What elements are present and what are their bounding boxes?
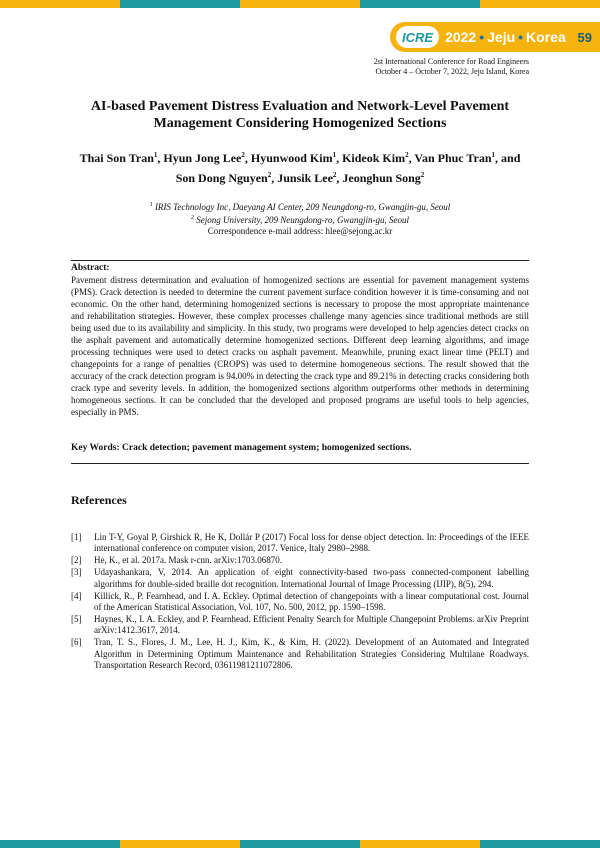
abstract-heading: Abstract:	[71, 263, 110, 273]
author-list: Thai Son Tran$^1$, Hyun Jong Lee$^2$, Hyunwood Kim$^1$, Kideok Kim$^2$, Van Phuc Tran$^1$, and Son Dong Nguyen$^2$, Junsik Lee$^2$, Jeonghun Song$^2$	[79, 151, 521, 185]
top-color-bar	[0, 0, 600, 8]
keywords: Key Words: Crack detection; pavement management system; homogenized sections.	[71, 443, 412, 453]
reference-item: [3] Udayashankara, V, 2014. An application of eight connectivity-based two-pass connected-component labelling algorithms for double-sided braille dot recognition. International Journal of Image Processing (IJIP), 8(5), 294.	[71, 567, 529, 589]
icre-logo: ICRE	[396, 26, 439, 48]
conference-dates: October 4 – October 7, 2022, Jeju Island, Korea	[375, 67, 529, 76]
divider	[71, 260, 529, 261]
paper-title: AI-based Pavement Distress Evaluation and Network-Level Pavement Management Considering Homogenized Sections	[90, 99, 510, 131]
divider	[71, 463, 529, 464]
conference-label: 2022 • Jeju • Korea	[445, 29, 566, 45]
conference-info	[374, 57, 529, 77]
conference-name: 2st International Conference for Road Engineers	[373, 57, 529, 66]
abstract-text: Pavement distress determination and evaluation of homogenized sections are essential for pavement management systems (PMS). Crack detection is needed to determine the current pavement surface condition however it is time-consuming and not economic. On the other hand, determining homogenized sections is necessary to propose the most appropriate maintenance and rehabilitation strategies. However, these complex processes challenge many agencies since traditional methods are still being used due to its availability and simplicity. In this study, two programs were developed to help agencies detect cracks on the asphalt pavement and automatically determine homogenized sections. Different deep learning algorithms, and image processing techniques were used to detect cracks on asphalt pavement. Meanwhile, pruning exact linear time (PELT) and changepoints for a range of penalties (CROPS) was used to determine homogeneous sections. The result showed that the accuracy of the crack detection program is 94.00% in detecting the crack type and 89.21% in detecting cracks considering both crack type and severity levels. In addition, the homogenized sections algorithm outperforms other methods in determining homogeneous sections. It can be concluded that the developed and proposed programs are useful tools to help agencies, especially in PMS.	[71, 275, 529, 417]
reference-item: [6] Tran, T. S., Flores, J. M., Lee, H. J., Kim, K., & Kim, H. (2022). Development of an Automated and Integrated Algorithm in Determining Optimum Maintenance and Rehabilitation Strategies Considering Multilane Roadways. Transportation Research Record, 03611981211072806.	[71, 637, 529, 670]
reference-list	[71, 532, 529, 672]
reference-item: [4] Killick, R., P. Fearnhead, and I. A. Eckley. Optimal detection of changepoints with a linear computational cost. Journal of the American Statistical Association, Vol. 107, No. 500, 2012, pp. 1590–1598.	[71, 590, 529, 612]
conference-badge	[390, 22, 600, 52]
references-heading: References	[71, 493, 127, 507]
bottom-color-bar	[0, 840, 600, 848]
affiliations: $^1$ IRIS Technology Inc, Daeyang AI Center, 209 Neungdong-ro, Gwangjin-gu, Seoul $^2$ Sejong University, 209 Neungdong-ro, Gwangjin-gu, Seoul Correspondence e-mail address: hlee@sejong.ac.kr	[40, 200, 560, 237]
page-number: 59	[577, 29, 592, 45]
reference-item: [2] He, K., et al. 2017a. Mask r-cnn. arXiv:1703.06870.	[71, 555, 283, 566]
reference-item: [1] Lin T-Y, Goyal P, Girshick R, He K, Dollár P (2017) Focal loss for dense object detection. In: Proceedings of the IEEE international conference on computer vision, 2017. Venice, Italy 2980–2988.	[71, 532, 529, 554]
reference-item: [5] Haynes, K., I. A. Eckley, and P. Fearnhead. Efficient Penalty Search for Multiple Changepoint Problems. arXiv Preprint arXiv:1412.3617, 2014.	[71, 613, 529, 636]
correspondence: Correspondence e-mail address: hlee@sejong.ac.kr	[207, 226, 393, 236]
